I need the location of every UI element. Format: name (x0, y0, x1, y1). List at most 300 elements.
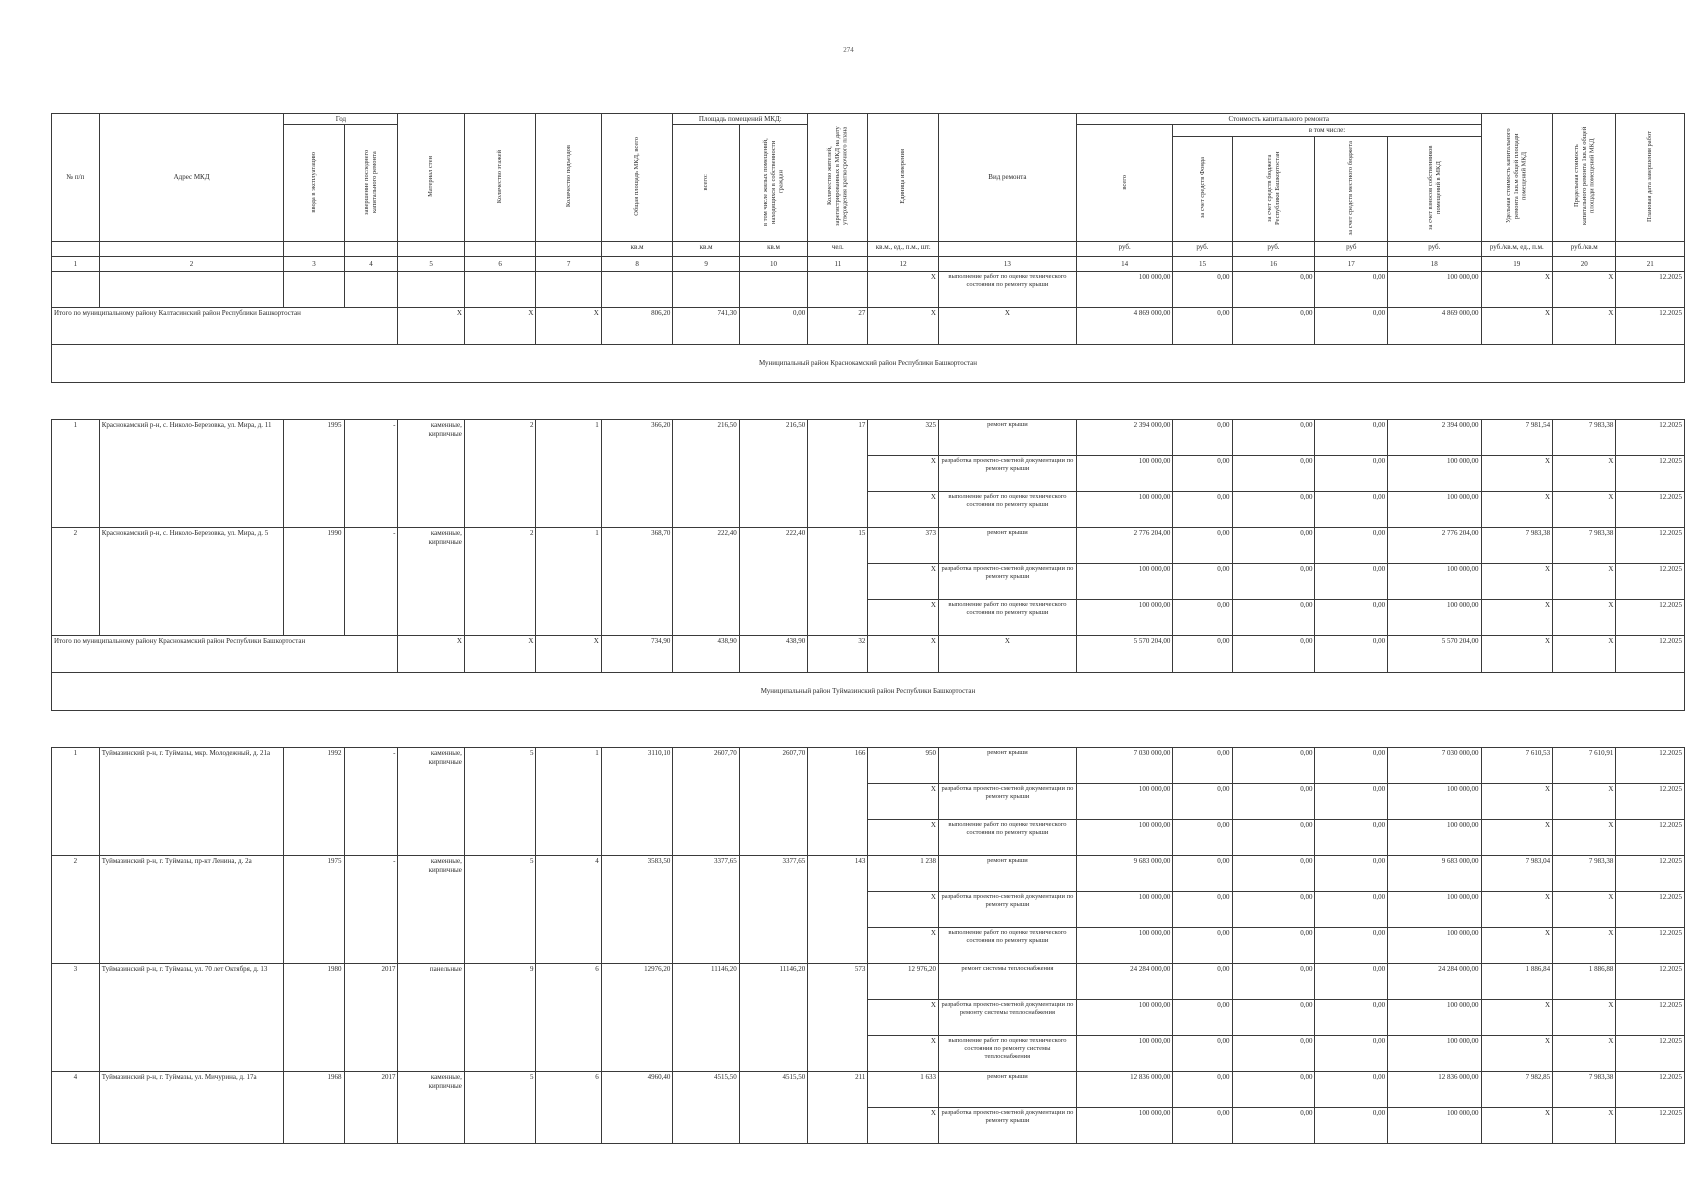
x-mark: X (1481, 1108, 1553, 1144)
repair-plan-table (51, 113, 1685, 1144)
header-unit-cost: Удельная стоимость капитального ремонта 1кв.м общей площади помещений МКД (1481, 114, 1553, 242)
cost-cell: 100 000,00 (1388, 456, 1481, 492)
x-mark: X (1481, 928, 1553, 964)
header-premises-residential: в том числе жилых помещений, находящихся в собственности граждан (739, 125, 807, 242)
unit-cost-cell: 1 886,84 (1481, 964, 1553, 1000)
floors-cell: 2 (464, 420, 536, 528)
cost-cell: 100 000,00 (1388, 1108, 1481, 1144)
cost-cell: 24 284 000,00 (1076, 964, 1172, 1000)
cost-cell: 100 000,00 (1388, 600, 1481, 636)
area-cell: 2607,70 (673, 748, 739, 856)
x-mark: X (938, 636, 1076, 673)
cost-cell: 2 776 204,00 (1076, 528, 1172, 564)
cost-cell: 0,00 (1232, 308, 1315, 345)
cost-cell: 4 869 000,00 (1076, 308, 1172, 345)
total-area-cell: 806,20 (601, 308, 673, 345)
header-deadline: Плановая дата завершения работ (1616, 114, 1685, 242)
unit-value: 12 976,20 (868, 964, 939, 1000)
cost-cell: 0,00 (1232, 456, 1315, 492)
year-repair-cell: - (344, 528, 398, 636)
unit-cell: руб. (1076, 242, 1172, 257)
max-cost-cell: 7 983,38 (1553, 856, 1616, 892)
cost-cell: 0,00 (1315, 492, 1388, 528)
unit-cell: кв.м (601, 242, 673, 257)
cost-cell: 0,00 (1173, 1000, 1232, 1036)
cost-cell: 0,00 (1173, 1108, 1232, 1144)
cost-cell: 0,00 (1173, 928, 1232, 964)
cost-cell: 0,00 (1173, 892, 1232, 928)
cost-cell: 100 000,00 (1076, 784, 1172, 820)
cost-cell: 24 284 000,00 (1388, 964, 1481, 1000)
cost-cell: 100 000,00 (1076, 600, 1172, 636)
x-mark: X (1553, 308, 1616, 345)
unit-cell: кв.м (673, 242, 739, 257)
cost-cell: 0,00 (1315, 820, 1388, 856)
cost-cell: 0,00 (1232, 1072, 1315, 1108)
column-number: 4 (344, 257, 398, 272)
header-premises: Площадь помещений МКД: (673, 114, 808, 125)
x-mark: X (1481, 272, 1553, 308)
total-area-cell: 3583,50 (601, 856, 673, 964)
material-cell: каменные, кирпичные (398, 1072, 464, 1144)
column-number: 5 (398, 257, 464, 272)
spacer-row (52, 711, 1685, 748)
cost-cell: 0,00 (1315, 528, 1388, 564)
x-mark: X (464, 308, 536, 345)
due-date: 12.2025 (1616, 1036, 1685, 1072)
cost-cell: 0,00 (1315, 748, 1388, 784)
cost-cell: 7 030 000,00 (1076, 748, 1172, 784)
residents-cell: 17 (808, 420, 868, 528)
address-cell: Туймазинский р-н, г. Туймазы, мкр. Молодежный, д. 21а (99, 748, 284, 856)
header-cost-fund: за счет средств Фонда (1173, 136, 1232, 241)
x-mark: X (1481, 456, 1553, 492)
cost-cell: 100 000,00 (1388, 928, 1481, 964)
total-area-cell: 734,90 (601, 636, 673, 673)
unit-value: 373 (868, 528, 939, 564)
building-row (52, 420, 1685, 456)
table-row (52, 272, 1685, 308)
section-title: Муниципальный район Туймазинский район Республики Башкортостан (52, 673, 1685, 711)
unit-cell: руб (1315, 242, 1388, 257)
unit-cell: руб. (1232, 242, 1315, 257)
area-cell: 0,00 (739, 308, 807, 345)
row-number: 1 (52, 420, 100, 528)
cost-cell: 100 000,00 (1388, 784, 1481, 820)
cost-cell: 100 000,00 (1076, 1036, 1172, 1072)
due-date: 12.2025 (1616, 564, 1685, 600)
area-cell: 4515,50 (673, 1072, 739, 1144)
area-cell: 4515,50 (739, 1072, 807, 1144)
column-number: 20 (1553, 257, 1616, 272)
cost-cell: 2 394 000,00 (1076, 420, 1172, 456)
cost-cell: 12 836 000,00 (1388, 1072, 1481, 1108)
x-mark: X (868, 1108, 939, 1144)
cost-cell: 0,00 (1173, 308, 1232, 345)
x-mark: X (1553, 456, 1616, 492)
x-mark: X (1553, 784, 1616, 820)
area-cell: 438,90 (739, 636, 807, 673)
column-number: 12 (868, 257, 939, 272)
year-repair-cell: 2017 (344, 964, 398, 1072)
x-mark: X (868, 892, 939, 928)
total-label: Итого по муниципальному району Краснокамский район Республики Башкортостан (52, 636, 398, 673)
cost-cell: 5 570 204,00 (1388, 636, 1481, 673)
x-mark: X (1553, 600, 1616, 636)
cost-cell: 100 000,00 (1076, 1108, 1172, 1144)
due-date: 12.2025 (1616, 528, 1685, 564)
cost-cell: 0,00 (1173, 1072, 1232, 1108)
cost-cell: 100 000,00 (1388, 564, 1481, 600)
cost-cell: 0,00 (1173, 600, 1232, 636)
x-mark: X (398, 308, 464, 345)
work-type-cell: выполнение работ по оценке технического состояния по ремонту крыши (938, 492, 1076, 528)
work-type-cell: ремонт крыши (938, 748, 1076, 784)
cost-cell: 0,00 (1173, 272, 1232, 308)
unit-value: 1 633 (868, 1072, 939, 1108)
year-cell: 1968 (284, 1072, 344, 1144)
x-mark: X (1553, 636, 1616, 673)
residents-cell: 15 (808, 528, 868, 636)
residents-cell: 573 (808, 964, 868, 1072)
address-cell: Туймазинский р-н, г. Туймазы, пр-кт Ленина, д. 2а (99, 856, 284, 964)
column-number: 17 (1315, 257, 1388, 272)
floors-cell: 2 (464, 528, 536, 636)
cost-cell: 2 394 000,00 (1388, 420, 1481, 456)
max-cost-cell: 7 983,38 (1553, 528, 1616, 564)
address-cell: Туймазинский р-н, г. Туймазы, ул. Мичурина, д. 17а (99, 1072, 284, 1144)
x-mark: X (1553, 928, 1616, 964)
address-cell: Краснокамский р-н, с. Николо-Березовка, ул. Мира, д. 5 (99, 528, 284, 636)
entrances-cell: 1 (536, 528, 601, 636)
x-mark: X (1481, 308, 1553, 345)
max-cost-cell: 7 983,38 (1553, 1072, 1616, 1108)
material-cell: каменные, кирпичные (398, 748, 464, 856)
x-mark: X (868, 636, 939, 673)
due-date: 12.2025 (1616, 856, 1685, 892)
due-date: 12.2025 (1616, 636, 1685, 673)
cost-cell: 100 000,00 (1076, 456, 1172, 492)
unit-cell: кв.м (739, 242, 807, 257)
x-mark: X (1553, 1000, 1616, 1036)
entrances-cell: 6 (536, 964, 601, 1072)
due-date: 12.2025 (1616, 964, 1685, 1000)
column-number: 7 (536, 257, 601, 272)
total-area-cell: 3110,10 (601, 748, 673, 856)
column-number: 16 (1232, 257, 1315, 272)
cost-cell: 12 836 000,00 (1076, 1072, 1172, 1108)
header-wall-material: Материал стен (398, 114, 464, 242)
header-year-last-repair: завершение последнего капитального ремонта (344, 125, 398, 242)
due-date: 12.2025 (1616, 820, 1685, 856)
header-cost-local: за счет средств местного бюджета (1315, 136, 1388, 241)
cost-cell: 0,00 (1232, 856, 1315, 892)
work-type-cell: выполнение работ по оценке технического состояния по ремонту системы теплоснабжения (938, 1036, 1076, 1072)
area-cell: 741,30 (673, 308, 739, 345)
work-type-cell: выполнение работ по оценке технического состояния по ремонту крыши (938, 600, 1076, 636)
header-no: № п/п (52, 114, 100, 242)
cost-cell: 0,00 (1315, 1036, 1388, 1072)
floors-cell: 9 (464, 964, 536, 1072)
x-mark: X (464, 636, 536, 673)
unit-cell: чел. (808, 242, 868, 257)
x-mark: X (1481, 892, 1553, 928)
column-numbers-row (52, 257, 1685, 272)
address-cell: Туймазинский р-н, г. Туймазы, ул. 70 лет Октября, д. 13 (99, 964, 284, 1072)
cost-cell: 0,00 (1232, 636, 1315, 673)
column-number: 3 (284, 257, 344, 272)
total-area-cell: 368,70 (601, 528, 673, 636)
cost-cell: 0,00 (1173, 636, 1232, 673)
due-date: 12.2025 (1616, 272, 1685, 308)
area-cell: 11146,20 (673, 964, 739, 1072)
floors-cell: 5 (464, 856, 536, 964)
building-row (52, 964, 1685, 1000)
x-mark: X (1481, 1036, 1553, 1072)
x-mark: X (868, 928, 939, 964)
row-number: 2 (52, 856, 100, 964)
header-year-commission: ввода в эксплуатацию (284, 125, 344, 242)
header-cost: Стоимость капитального ремонта (1076, 114, 1481, 125)
residents-cell: 143 (808, 856, 868, 964)
building-row (52, 748, 1685, 784)
cost-cell: 100 000,00 (1388, 272, 1481, 308)
due-date: 12.2025 (1616, 892, 1685, 928)
x-mark: X (1481, 636, 1553, 673)
work-type-cell: выполнение работ по оценке технического состояния по ремонту крыши (938, 928, 1076, 964)
cost-cell: 100 000,00 (1388, 492, 1481, 528)
cost-cell: 0,00 (1232, 784, 1315, 820)
unit-cost-cell: 7 983,04 (1481, 856, 1553, 892)
work-type-cell: ремонт крыши (938, 420, 1076, 456)
x-mark: X (1553, 1108, 1616, 1144)
due-date: 12.2025 (1616, 1072, 1685, 1108)
header-entrances: Количество подъездов (536, 114, 601, 242)
cost-cell: 7 030 000,00 (1388, 748, 1481, 784)
x-mark: X (868, 492, 939, 528)
year-repair-cell: - (344, 856, 398, 964)
cost-cell: 0,00 (1232, 964, 1315, 1000)
cost-cell: 100 000,00 (1388, 1036, 1481, 1072)
due-date: 12.2025 (1616, 456, 1685, 492)
cost-cell: 100 000,00 (1388, 892, 1481, 928)
max-cost-cell: 1 886,88 (1553, 964, 1616, 1000)
residents-cell: 166 (808, 748, 868, 856)
column-number: 18 (1388, 257, 1481, 272)
x-mark: X (1481, 820, 1553, 856)
unit-cell: кв.м., ед., п.м., шт. (868, 242, 939, 257)
x-mark: X (1481, 784, 1553, 820)
cost-cell: 0,00 (1315, 308, 1388, 345)
cost-cell: 0,00 (1315, 784, 1388, 820)
cost-cell: 100 000,00 (1076, 492, 1172, 528)
cost-cell: 0,00 (1232, 748, 1315, 784)
cost-cell: 0,00 (1173, 492, 1232, 528)
work-type-cell: выполнение работ по оценке технического состояния по ремонту крыши (938, 820, 1076, 856)
total-area-cell: 12976,20 (601, 964, 673, 1072)
residents-cell: 211 (808, 1072, 868, 1144)
x-mark: X (868, 1000, 939, 1036)
total-area-cell: 4960,40 (601, 1072, 673, 1144)
unit-cell: руб. (1388, 242, 1481, 257)
spacer-row (52, 383, 1685, 420)
cost-cell: 0,00 (1232, 1000, 1315, 1036)
area-cell: 11146,20 (739, 964, 807, 1072)
cost-cell: 2 776 204,00 (1388, 528, 1481, 564)
work-type-cell: разработка проектно-сметной документации по ремонту системы теплоснабжения (938, 1000, 1076, 1036)
area-cell: 216,50 (739, 420, 807, 528)
due-date: 12.2025 (1616, 1000, 1685, 1036)
unit-cost-cell: 7 981,54 (1481, 420, 1553, 456)
area-cell: 222,40 (673, 528, 739, 636)
work-type-cell: разработка проектно-сметной документации по ремонту крыши (938, 892, 1076, 928)
work-type-cell: разработка проектно-сметной документации по ремонту крыши (938, 784, 1076, 820)
cost-cell: 0,00 (1173, 564, 1232, 600)
section-header-row (52, 345, 1685, 383)
cost-cell: 0,00 (1232, 420, 1315, 456)
work-type-cell: разработка проектно-сметной документации по ремонту крыши (938, 1108, 1076, 1144)
due-date: 12.2025 (1616, 600, 1685, 636)
cost-cell: 0,00 (1315, 420, 1388, 456)
cost-cell: 100 000,00 (1076, 564, 1172, 600)
cost-cell: 0,00 (1315, 964, 1388, 1000)
due-date: 12.2025 (1616, 784, 1685, 820)
unit-cost-cell: 7 610,53 (1481, 748, 1553, 784)
unit-cell: руб./кв.м, ед., п.м. (1481, 242, 1553, 257)
entrances-cell: 1 (536, 420, 601, 528)
due-date: 12.2025 (1616, 420, 1685, 456)
x-mark: X (1481, 492, 1553, 528)
cost-cell: 9 683 000,00 (1076, 856, 1172, 892)
unit-value: 950 (868, 748, 939, 784)
work-type-cell: ремонт системы теплоснабжения (938, 964, 1076, 1000)
column-number: 11 (808, 257, 868, 272)
area-cell: 216,50 (673, 420, 739, 528)
year-repair-cell: - (344, 748, 398, 856)
cost-cell: 0,00 (1315, 636, 1388, 673)
header-cost-republic: за счет средств бюджета Республики Башкортостан (1232, 136, 1315, 241)
x-mark: X (1553, 492, 1616, 528)
header-premises-total: всего: (673, 125, 739, 242)
work-type-cell: ремонт крыши (938, 1072, 1076, 1108)
area-cell: 438,90 (673, 636, 739, 673)
column-number: 10 (739, 257, 807, 272)
work-type-cell: выполнение работ по оценке технического состояния по ремонту крыши (938, 272, 1076, 308)
floors-cell: 5 (464, 748, 536, 856)
year-cell: 1980 (284, 964, 344, 1072)
total-area-cell: 366,20 (601, 420, 673, 528)
year-cell: 1992 (284, 748, 344, 856)
entrances-cell: 1 (536, 748, 601, 856)
cost-cell: 0,00 (1173, 964, 1232, 1000)
year-repair-cell: - (344, 420, 398, 528)
x-mark: X (868, 820, 939, 856)
work-type-cell: ремонт крыши (938, 856, 1076, 892)
unit-value: 1 238 (868, 856, 939, 892)
column-number: 8 (601, 257, 673, 272)
x-mark: X (536, 636, 601, 673)
due-date: 12.2025 (1616, 1108, 1685, 1144)
x-mark: X (938, 308, 1076, 345)
entrances-cell: 6 (536, 1072, 601, 1144)
total-row (52, 636, 1685, 673)
building-row (52, 1072, 1685, 1108)
cost-cell: 100 000,00 (1076, 928, 1172, 964)
cost-cell: 0,00 (1232, 272, 1315, 308)
x-mark: X (1481, 1000, 1553, 1036)
x-mark: X (868, 456, 939, 492)
header-cost-owners: за счет взносов собственников помещений в МКД (1388, 136, 1481, 241)
residents-cell: 27 (808, 308, 868, 345)
x-mark: X (1553, 1036, 1616, 1072)
x-mark: X (536, 308, 601, 345)
cost-cell: 100 000,00 (1076, 1000, 1172, 1036)
building-row (52, 856, 1685, 892)
row-number: 3 (52, 964, 100, 1072)
total-label: Итого по муниципальному району Калтасинский район Республики Башкортостан (52, 308, 398, 345)
header-total-area: Общая площадь МКД, всего (601, 114, 673, 242)
cost-cell: 0,00 (1315, 928, 1388, 964)
cost-cell: 0,00 (1232, 564, 1315, 600)
max-cost-cell: 7 983,38 (1553, 420, 1616, 456)
cost-cell: 0,00 (1232, 892, 1315, 928)
x-mark: X (868, 272, 939, 308)
x-mark: X (1553, 272, 1616, 308)
header-row-1 (52, 114, 1685, 125)
column-number: 19 (1481, 257, 1553, 272)
row-number: 2 (52, 528, 100, 636)
address-cell: Краснокамский р-н, с. Николо-Березовка, ул. Мира, д. 11 (99, 420, 284, 528)
header-year: Год (284, 114, 398, 125)
cost-cell: 100 000,00 (1076, 820, 1172, 856)
x-mark: X (868, 1036, 939, 1072)
cost-cell: 0,00 (1232, 528, 1315, 564)
cost-cell: 4 869 000,00 (1388, 308, 1481, 345)
cost-cell: 0,00 (1232, 600, 1315, 636)
cost-cell: 0,00 (1173, 420, 1232, 456)
work-type-cell: разработка проектно-сметной документации по ремонту крыши (938, 564, 1076, 600)
cost-cell: 0,00 (1315, 600, 1388, 636)
cost-cell: 0,00 (1173, 456, 1232, 492)
x-mark: X (868, 308, 939, 345)
cost-cell: 5 570 204,00 (1076, 636, 1172, 673)
due-date: 12.2025 (1616, 748, 1685, 784)
cost-cell: 0,00 (1232, 928, 1315, 964)
area-cell: 3377,65 (673, 856, 739, 964)
x-mark: X (1553, 820, 1616, 856)
column-number: 9 (673, 257, 739, 272)
unit-cell: руб./кв.м (1553, 242, 1616, 257)
cost-cell: 0,00 (1232, 1108, 1315, 1144)
max-cost-cell: 7 610,91 (1553, 748, 1616, 784)
cost-cell: 0,00 (1315, 1000, 1388, 1036)
header-unit: Единица измерения (868, 114, 939, 242)
due-date: 12.2025 (1616, 308, 1685, 345)
page-number: 274 (843, 46, 854, 54)
cost-cell: 0,00 (1232, 820, 1315, 856)
cost-cell: 0,00 (1173, 784, 1232, 820)
year-cell: 1995 (284, 420, 344, 528)
row-number: 1 (52, 748, 100, 856)
cost-cell: 0,00 (1315, 272, 1388, 308)
residents-cell: 32 (808, 636, 868, 673)
year-cell: 1990 (284, 528, 344, 636)
cost-cell: 0,00 (1315, 1108, 1388, 1144)
material-cell: каменные, кирпичные (398, 528, 464, 636)
x-mark: X (868, 564, 939, 600)
header-max-cost: Предельная стоимость капитального ремонта 1кв.м общей площади помещений МКД (1553, 114, 1616, 242)
unit-value: 325 (868, 420, 939, 456)
